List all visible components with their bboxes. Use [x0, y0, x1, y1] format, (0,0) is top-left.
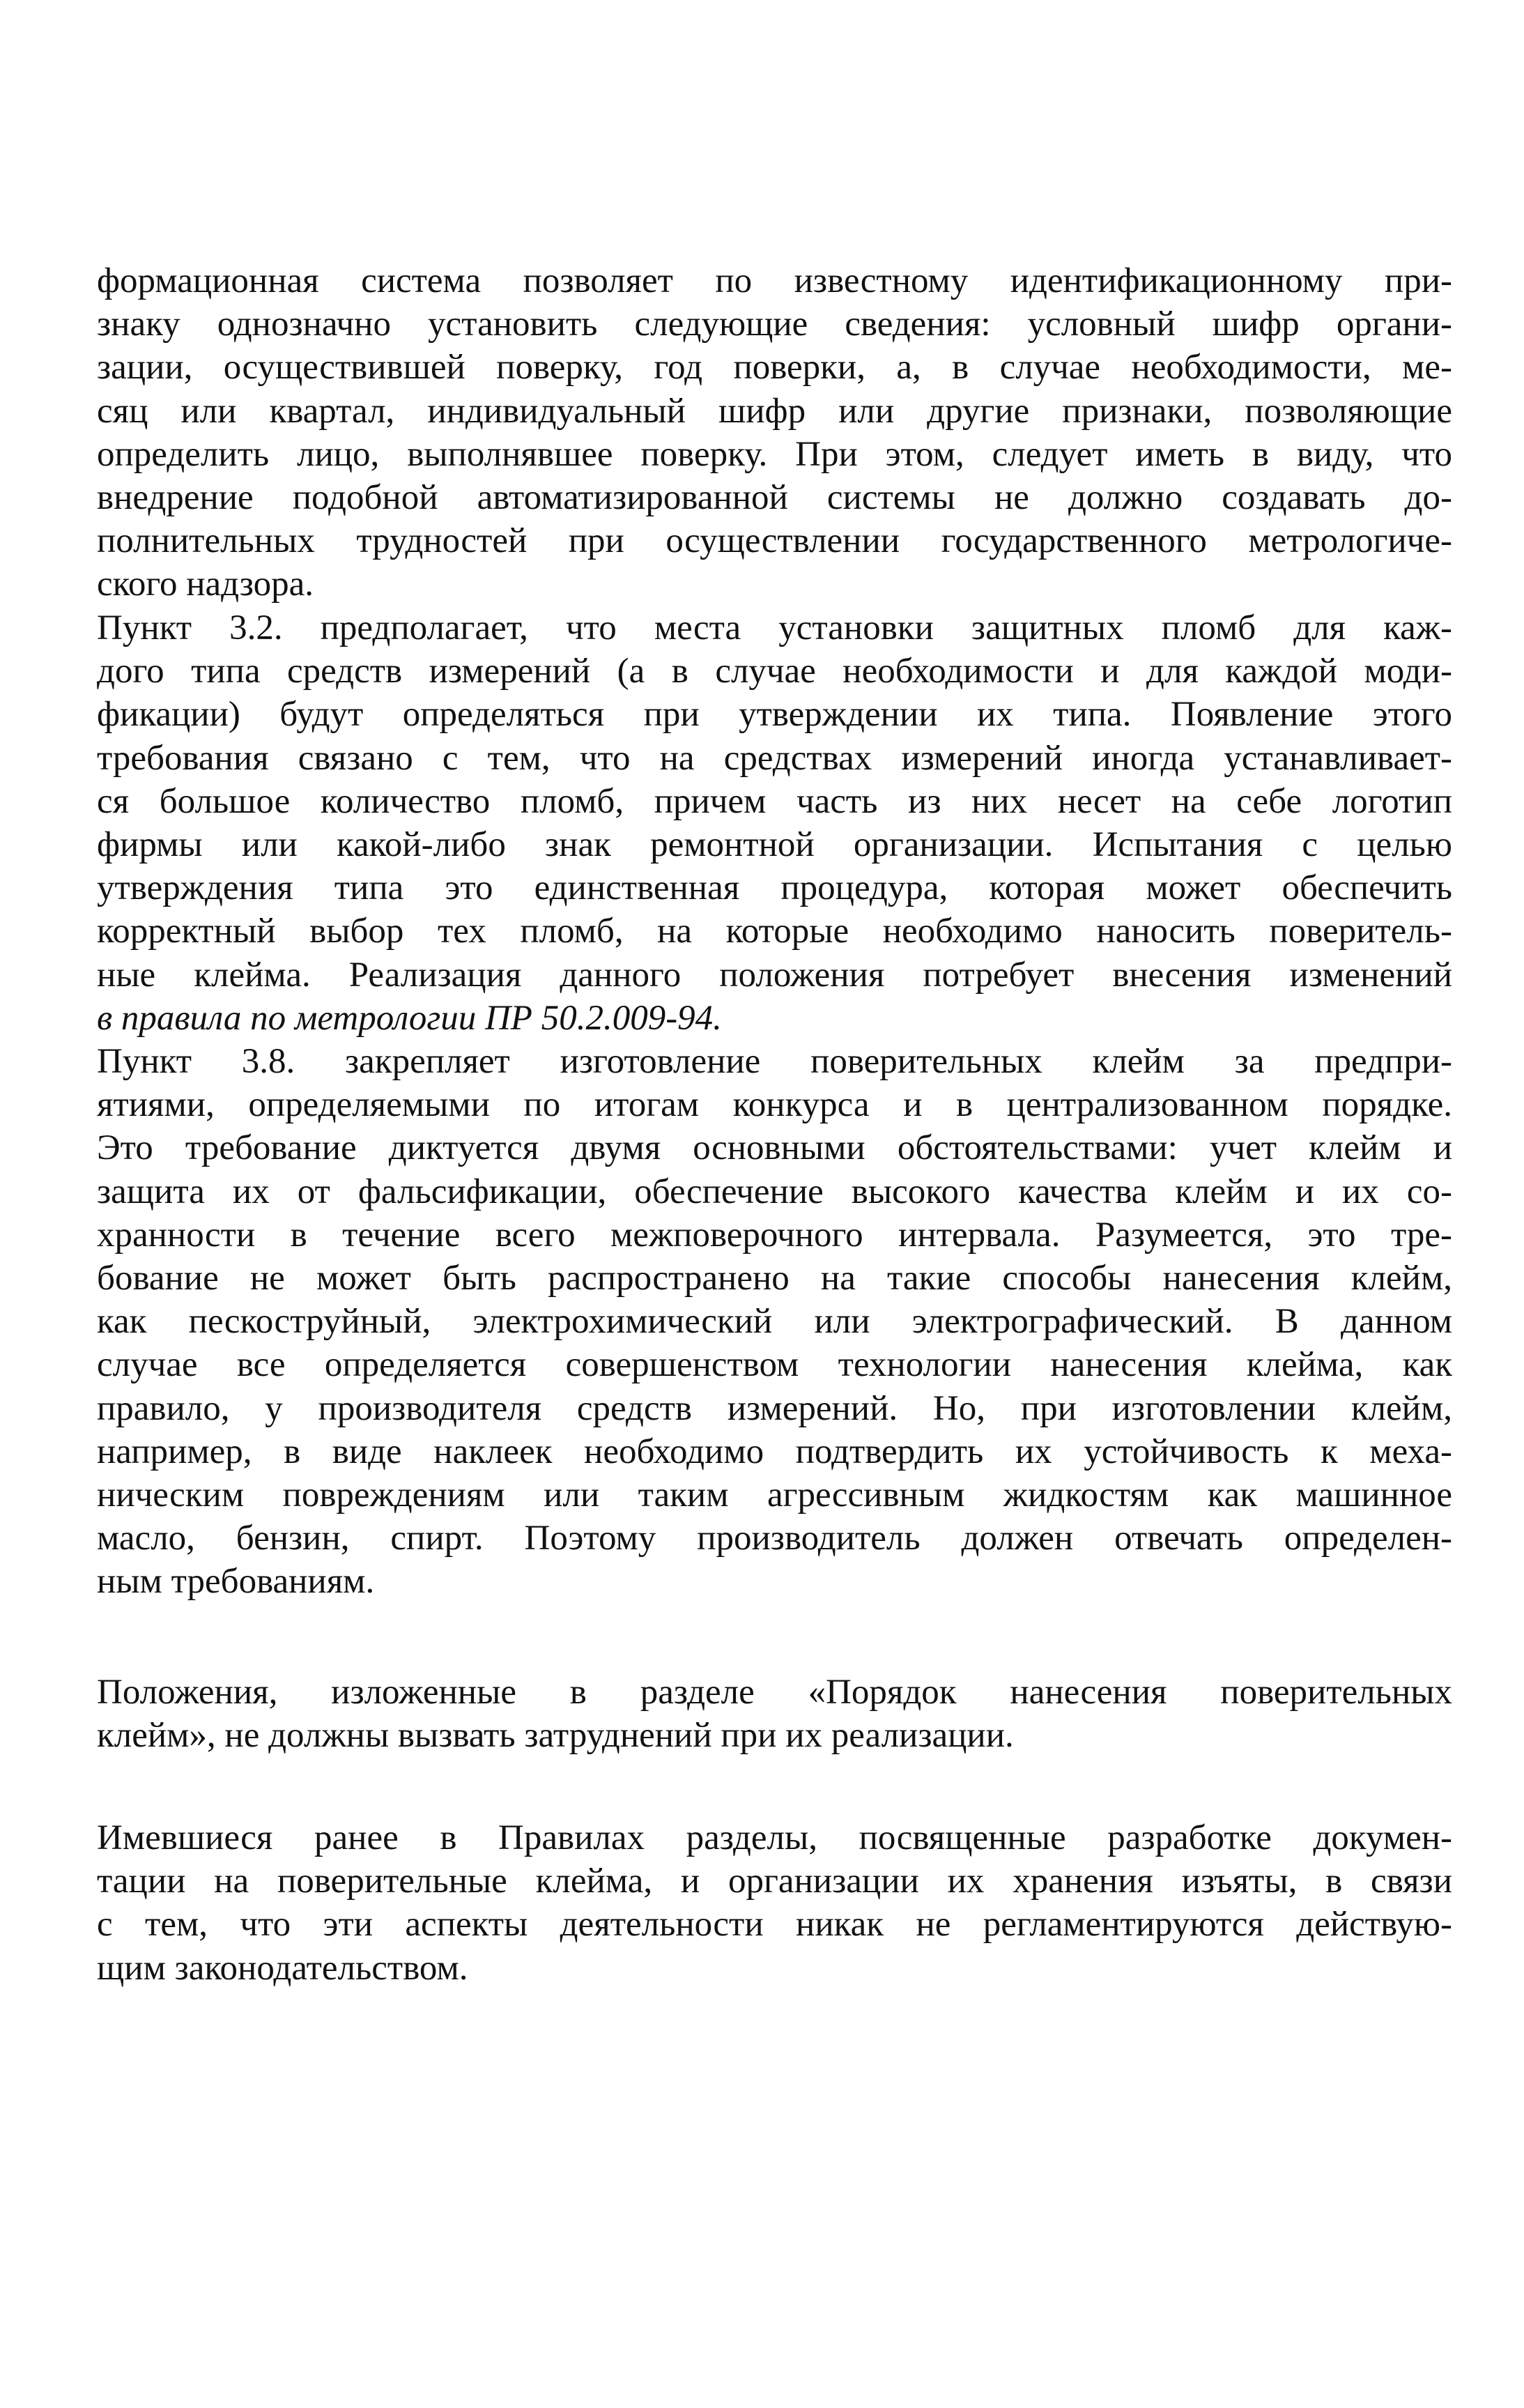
- text-line: утверждения типа это единственная процедура, которая может обеспечить: [97, 868, 1452, 908]
- paragraph-item-3-8: [97, 1040, 1452, 1603]
- text-line: определить лицо, выполнявшее поверку. При этом, следует иметь в виду, что: [97, 434, 1452, 474]
- text-line: Пункт 3.2. предполагает, что места установки защитных пломб для каж-: [97, 608, 1452, 647]
- text-line: правило, у производителя средств измерений. Но, при изготовлении клейм,: [97, 1388, 1452, 1428]
- paragraph-removed-sections: [97, 1816, 1452, 1990]
- text-line: защита их от фальсификации, обеспечение высокого качества клейм и их со-: [97, 1172, 1452, 1211]
- text-line: масло, бензин, спирт. Поэтому производитель должен отвечать определен-: [97, 1519, 1452, 1558]
- text-line: хранности в течение всего межповерочного интервала. Разумеется, это тре-: [97, 1215, 1452, 1255]
- text-line: Имевшиеся ранее в Правилах разделы, посвященные разработке докумен-: [97, 1818, 1452, 1857]
- text-line: случае все определяется совершенством технологии нанесения клейма, как: [97, 1345, 1452, 1385]
- text-line: ническим повреждениям или таким агрессивным жидкостям как машинное: [97, 1475, 1452, 1514]
- text-line: корректный выбор тех пломб, на которые необходимо наносить поверитель-: [97, 912, 1452, 951]
- text-line: формационная система позволяет по известному идентификационному при-: [97, 261, 1452, 300]
- text-line: внедрение подобной автоматизированной системы не должно создавать до-: [97, 477, 1452, 517]
- text-line: ные клейма. Реализация данного положения потребует внесения изменений: [97, 955, 1452, 995]
- paragraph-intro: [97, 259, 1452, 606]
- text-line: с тем, что эти аспекты деятельности никак не регламентируются действую-: [97, 1905, 1452, 1945]
- text-line: бование не может быть распространено на такие способы нанесения клейм,: [97, 1258, 1452, 1298]
- text-line: ятиями, определяемыми по итогам конкурса и в централизованном порядке.: [97, 1085, 1452, 1125]
- text-line: ным требованиям.: [97, 1562, 375, 1602]
- text-line: как пескоструйный, электрохимический или электрографический. В данном: [97, 1302, 1452, 1342]
- text-line: щим законодательством.: [97, 1948, 468, 1988]
- text-line: клейм», не должны вызвать затруднений при их реализации.: [97, 1716, 1014, 1756]
- text-line: фикации) будут определяться при утверждении их типа. Появление этого: [97, 695, 1452, 735]
- text-line: ся большое количество пломб, причем часть из них несет на себе логотип: [97, 781, 1452, 821]
- paragraph-item-3-2: [97, 606, 1452, 1040]
- text-line: требования связано с тем, что на средствах измерений иногда устанавливает-: [97, 738, 1452, 778]
- text-line: Это требование диктуется двумя основными обстоятельствами: учет клейм и: [97, 1128, 1452, 1168]
- text-line: Пункт 3.8. закрепляет изготовление поверительных клейм за предпри-: [97, 1042, 1452, 1081]
- text-line: фирмы или какой-либо знак ремонтной организации. Испытания с целью: [97, 825, 1452, 864]
- text-line-italic: в правила по метрологии ПР 50.2.009-94.: [97, 998, 722, 1038]
- text-line: Положения, изложенные в разделе «Порядок нанесения поверительных: [97, 1673, 1452, 1712]
- text-line: тации на поверительные клейма, и организации их хранения изъяты, в связи: [97, 1862, 1452, 1901]
- text-line: сяц или квартал, индивидуальный шифр или другие признаки, позволяющие: [97, 391, 1452, 431]
- text-line: дого типа средств измерений (а в случае необходимости и для каждой моди-: [97, 652, 1452, 691]
- text-line: ского надзора.: [97, 565, 314, 604]
- paragraph-provisions: [97, 1671, 1452, 1757]
- text-line: знаку однозначно установить следующие сведения: условный шифр органи-: [97, 305, 1452, 344]
- text-line: зации, осуществившей поверку, год поверки, а, в случае необходимости, ме-: [97, 348, 1452, 388]
- text-line: полнительных трудностей при осуществлении государственного метрологиче-: [97, 521, 1452, 561]
- text-line: например, в виде наклеек необходимо подтвердить их устойчивость к меха-: [97, 1432, 1452, 1471]
